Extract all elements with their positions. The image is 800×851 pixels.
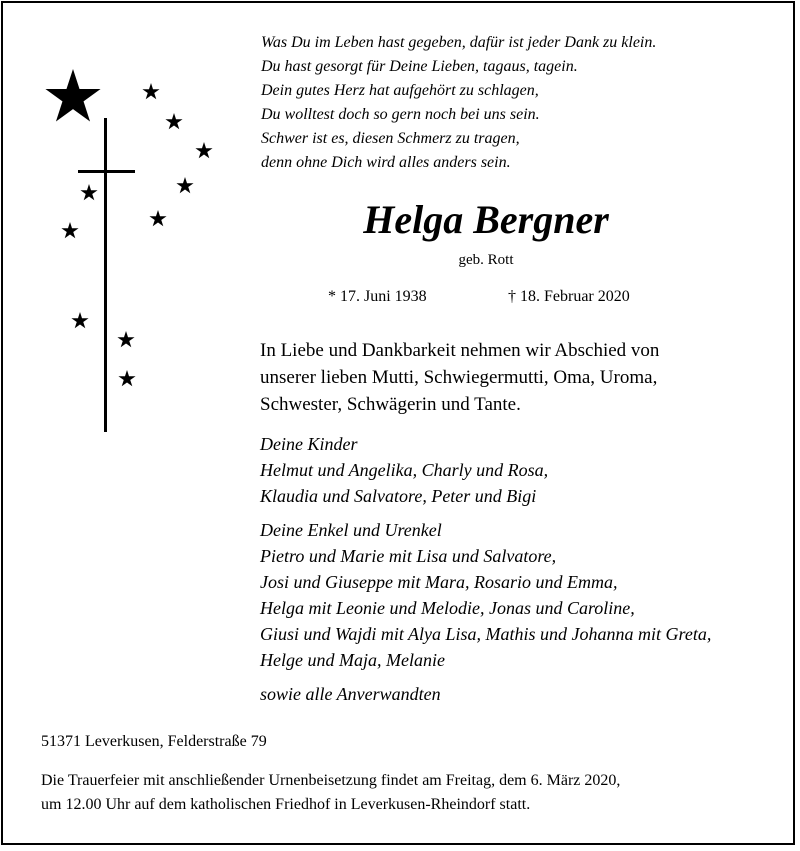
birth-name: geb. Rott <box>458 252 514 268</box>
poem-line: Du hast gesorgt für Deine Lieben, tagaus, tagein. <box>261 58 578 75</box>
star-icon <box>80 184 97 200</box>
deceased-name: Helga Bergner <box>363 197 609 242</box>
star-icon <box>117 331 134 347</box>
poem <box>261 31 656 175</box>
ceremony-info <box>41 769 620 817</box>
poem-line: Dein gutes Herz hat aufgehört zu schlagen, <box>261 82 539 99</box>
children-list <box>260 431 548 509</box>
star-icon <box>45 69 100 121</box>
mourner-line: Pietro und Marie mit Lisa und Salvatore, <box>260 546 557 566</box>
farewell-line: unserer lieben Mutti, Schwiegermutti, Oma, Uroma, <box>260 367 658 388</box>
mourner-line: Giusi und Wajdi mit Alya Lisa, Mathis und Johanna mit Greta, <box>260 624 712 644</box>
poem-line: Was Du im Leben hast gegeben, dafür ist jeder Dank zu klein. <box>261 34 657 51</box>
cross-stars-decoration <box>40 66 230 436</box>
grandchildren-list <box>260 517 711 673</box>
farewell-line: In Liebe und Dankbarkeit nehmen wir Abschied von <box>260 340 660 361</box>
poem-line: Du wolltest doch so gern noch bei uns sein. <box>261 106 540 123</box>
star-icon <box>165 113 182 129</box>
relatives-line: sowie alle Anverwandten <box>260 684 441 704</box>
birth-date: * 17. Juni 1938 <box>328 288 427 305</box>
mourner-line: Helmut und Angelika, Charly und Rosa, <box>260 460 549 480</box>
farewell-line: Schwester, Schwägerin und Tante. <box>260 394 521 415</box>
death-date: † 18. Februar 2020 <box>508 288 630 305</box>
star-icon <box>142 83 159 99</box>
poem-line: Schwer ist es, diesen Schmerz zu tragen, <box>261 130 520 147</box>
star-icon <box>118 370 135 386</box>
star-icon <box>176 177 193 193</box>
mourner-line: Klaudia und Salvatore, Peter und Bigi <box>260 486 537 506</box>
farewell-text <box>260 337 659 418</box>
grandchildren-heading: Deine Enkel und Urenkel <box>260 520 442 540</box>
ceremony-line: Die Trauerfeier mit anschließender Urnenbeisetzung findet am Freitag, dem 6. März 2020, <box>41 772 621 789</box>
mourner-line: Helge und Maja, Melanie <box>260 650 445 670</box>
poem-line: denn ohne Dich wird alles anders sein. <box>261 154 511 171</box>
star-icon <box>71 312 88 328</box>
star-icon <box>61 222 78 238</box>
address: 51371 Leverkusen, Felderstraße 79 <box>41 733 267 750</box>
mourner-line: Josi und Giuseppe mit Mara, Rosario und Emma, <box>260 572 618 592</box>
ceremony-line: um 12.00 Uhr auf dem katholischen Friedhof in Leverkusen-Rheindorf statt. <box>41 796 531 813</box>
cross-icon <box>78 118 135 432</box>
children-heading: Deine Kinder <box>260 434 358 454</box>
star-icon <box>149 210 166 226</box>
mourner-line: Helga mit Leonie und Melodie, Jonas und Caroline, <box>260 598 635 618</box>
star-icon <box>195 142 212 158</box>
